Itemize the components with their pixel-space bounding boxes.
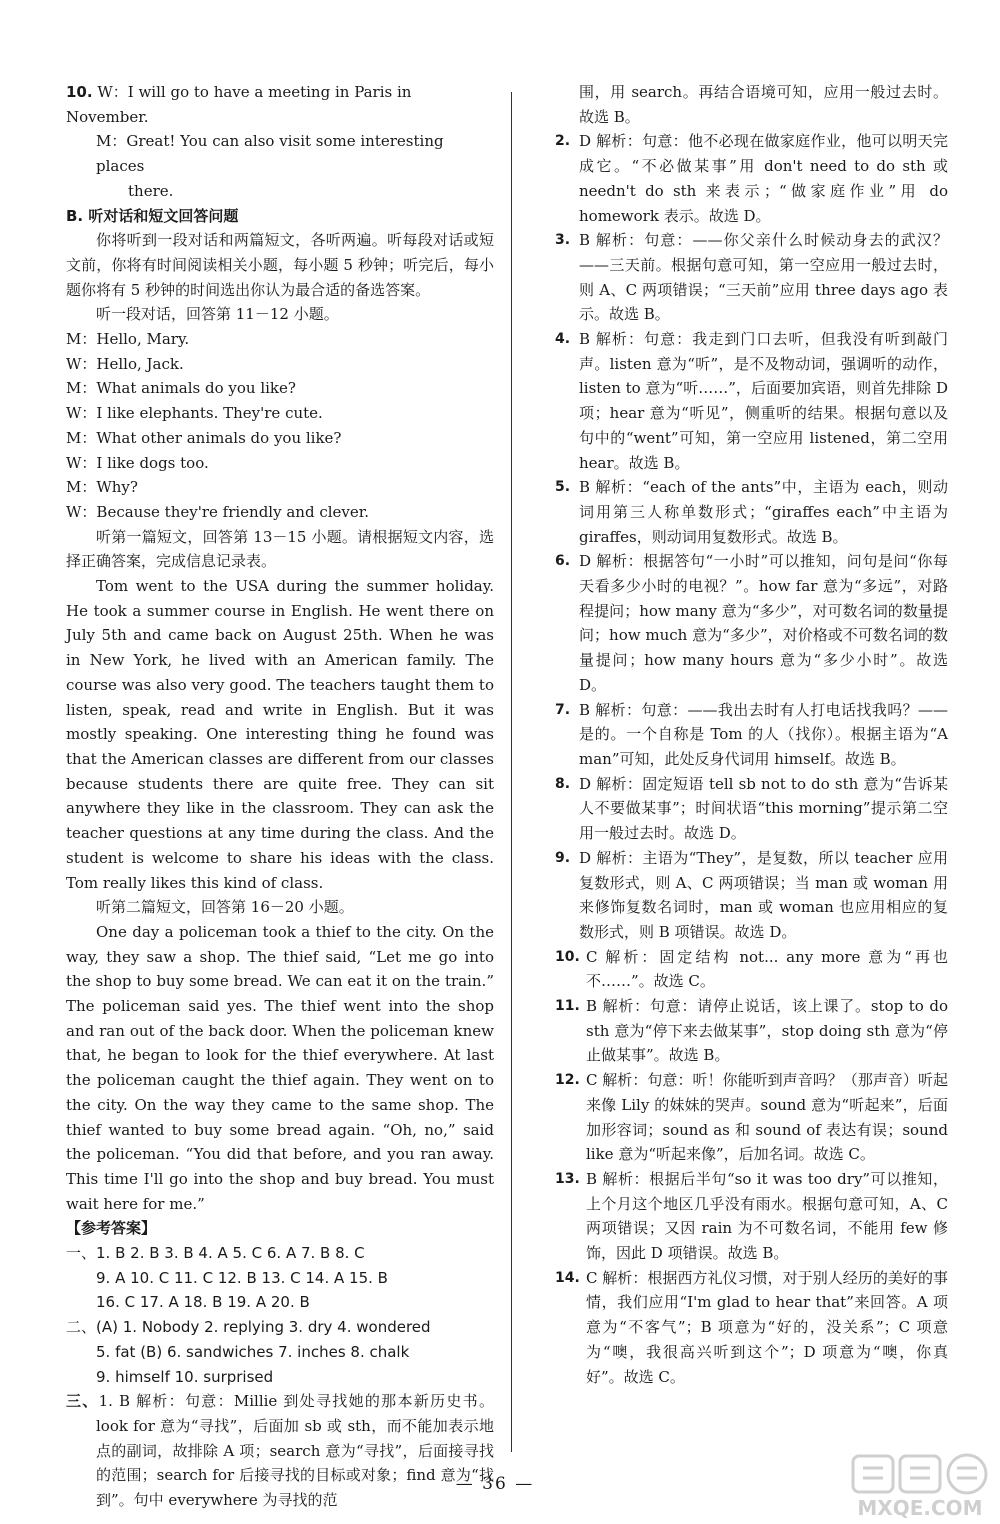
passage-paragraph: One day a policeman took a thief to the city. On the way, they saw a shop. The thief said, “Let me go into the shop to buy some bread. We can eat it on the train.” The policeman said yes. The thief went into the shop and ran out of the back door. When the policeman knew that, he began to look for the thief everywhere. At last the policeman caught the thief again. They went on to the city. On the way they came to the same shop. The thief wanted to buy some bread again. “Oh, no,” said the policeman. “You did that before, and you ran away. This time I'll go into the shop and buy bread. You must wait here for me.”	[66, 922, 494, 1213]
watermark-logo-icon	[845, 1452, 995, 1498]
item-number: 12.	[555, 1072, 580, 1089]
right-column	[555, 80, 948, 1389]
answer-row: 二、(A) 1. Nobody 2. replying 3. dry 4. wondered	[66, 1318, 431, 1337]
dialogue-line: W：Because they're friendly and clever.	[66, 502, 370, 521]
column-divider	[511, 92, 512, 1452]
dialogue-line: M：Why?	[66, 478, 138, 497]
explanation-item	[555, 945, 948, 994]
item-number: 13.	[555, 1170, 580, 1187]
explanation-continuation: 围，用 search。再结合语境可知，应用一般过去时。故选 B。	[579, 83, 948, 126]
left-column	[66, 80, 494, 1513]
item-number: 14.	[555, 1269, 580, 1286]
listening-prompt: 听第一篇短文，回答第 13－15 小题。请根据短文内容，选择正确答案，完成信息记录表。	[66, 527, 494, 571]
answer-key-heading: 【参考答案】	[66, 1219, 157, 1238]
item-number: 2.	[555, 133, 571, 150]
listening-prompt: 听一段对话，回答第 11－12 小题。	[96, 305, 339, 324]
dialogue-line: W：I like dogs too.	[66, 453, 209, 472]
item-text: B 解析：句意：——你父亲什么时候动身去的武汉？——三天前。根据句意可知，第一空应用一般过去时，则 A、C 两项错误；“三天前”应用 three days ago 表示。故选 B。	[579, 231, 948, 324]
answer-explanation: 三、1. B 解析：句意：Millie 到处寻找她的那本新历史书。look for 意为“寻找”，后面加 sb 或 sth，而不能加表示地点的副词，故排除 A 项；search 意为“寻找”，后面接寻找的范围；search for 后接寻找的目标或对象；find 意为“找到”。句中 everywhere 为寻找的范	[66, 1392, 494, 1510]
item-text: B 解析：句意：我走到门口去听，但我没有听到敲门声。listen 意为“听”，是不及物动词，强调听的动作，listen to 意为“听……”，后面要加宾语，则首先排除 D 项；hear 意为“听见”，侧重听的结果。根据句意以及句中的“went”可知，第一空应用 listened，第二空用 hear。故选 B。	[579, 330, 948, 472]
page-number: — 36 —	[455, 1474, 535, 1494]
explanation-item	[555, 475, 948, 549]
answer-row: 16. C 17. A 18. B 19. A 20. B	[96, 1293, 310, 1312]
item-text: D 解析：固定短语 tell sb not to do sth 意为“告诉某人不要做某事”；时间状语“this morning”提示第二空用一般过去时。故选 D。	[579, 774, 948, 843]
item-text: B 解析：“each of the ants”中，主语为 each，则动词用第三人称单数形式；“giraffes each”中主语为 giraffes，则动词用复数形式。故选 B。	[579, 478, 948, 546]
dialogue-line: M：What other animals do you like?	[66, 428, 342, 447]
explanation-item	[555, 1068, 948, 1167]
dialogue-line: M：What animals do you like?	[66, 379, 296, 398]
dialogue-line: M：Great! You can also visit some interesting places	[96, 132, 444, 176]
item-text: C 解析：根据西方礼仪习惯，对于别人经历的美好的事情，我们应用“I'm glad to hear that”来回答。A 项意为“不客气”；B 项意为“好的，没关系”；C 项意为“噢，我很高兴听到这个”；D 项意为“噢，你真好”。故选 C。	[586, 1268, 948, 1386]
listening-prompt: 听第二篇短文，回答第 16－20 小题。	[96, 898, 354, 917]
item-text: C 解析：句意：听！你能听到声音吗？（那声音）听起来像 Lily 的妹妹的哭声。sound 意为“听起来”，后面加形容词；sound as 和 sound of 表达有误；sound like 意为“听起来像”，后加名词。故选 C。	[586, 1071, 948, 1164]
item-text: C 解析：固定结构 not... any more 意为“再也不……”。故选 C。	[586, 947, 948, 991]
item-text: D 解析：句意：他不必现在做家庭作业，他可以明天完成它。“不必做某事”用 don't need to do sth 或 needn't do sth 来表示；“做家庭作业”用 do homework 表示。故选 D。	[579, 132, 948, 225]
dialogue-line-text: W：I will go to have a meeting in Paris in November.	[66, 83, 412, 126]
item-number: 5.	[555, 479, 571, 496]
item-number: 9.	[555, 849, 571, 866]
dialogue-line: 10. W：I will go to have a meeting in Paris in November.	[66, 83, 412, 126]
answer-row: 一、1. B 2. B 3. B 4. A 5. C 6. A 7. B 8. C	[66, 1244, 365, 1263]
explanation-item	[555, 846, 948, 945]
site-watermark	[845, 1452, 995, 1522]
explanation-item	[555, 129, 948, 228]
explanation-item	[555, 327, 948, 475]
answer-row: 9. himself 10. surprised	[96, 1367, 274, 1386]
instruction-paragraph: 你将听到一段对话和两篇短文，各听两遍。听每段对话或短文前，你将有时间阅读相关小题，每小题 5 秒钟；听完后，每小题你将有 5 秒钟的时间选出你认为最合适的备选答案。	[66, 231, 494, 299]
dialogue-line: W：I like elephants. They're cute.	[66, 404, 323, 423]
explanation-item	[555, 549, 948, 697]
section-heading: B. 听对话和短文回答问题	[66, 206, 239, 225]
item-text: B 解析：根据后半句“so it was too dry”可以推知，上个月这个地区几乎没有雨水。根据句意可知，A、C 两项错误；又因 rain 为不可数名词，不能用 few 修饰，因此 D 项错误。故选 B。	[586, 1169, 948, 1263]
item-number: 8.	[555, 775, 571, 792]
item-number: 3.	[555, 232, 571, 249]
item-text: B 解析：句意：——我出去时有人打电话找我吗？——是的。一个自称是 Tom 的人（找你）。根据主语为“A man”可知，此处反身代词用 himself。故选 B。	[579, 700, 948, 768]
dialogue-line: M：Hello, Mary.	[66, 330, 190, 349]
explanation-item	[555, 1167, 948, 1266]
explanation-item	[555, 994, 948, 1068]
watermark-site-text: MXQE.COM	[857, 1496, 983, 1520]
dialogue-line: there.	[128, 181, 174, 200]
answer-row: 5. fat (B) 6. sandwiches 7. inches 8. chalk	[96, 1342, 410, 1361]
item-number: 10.	[555, 948, 580, 965]
explanation-list	[555, 129, 948, 1389]
item-number: 11.	[555, 998, 580, 1015]
explanation-item	[555, 698, 948, 772]
item-number: 6.	[555, 553, 571, 570]
item-text: D 解析：主语为“They”，是复数，所以 teacher 应用复数形式，则 A、C 两项错误；当 man 或 woman 用来修饰复数名词时，man 或 woman 也应用相应的复数形式，则 B 项错误。故选 D。	[579, 848, 948, 941]
item-text: D 解析：根据答句“一小时”可以推知，问句是问“你每天看多少小时的电视？”。how far 意为“多远”，对路程提问；how many 意为“多少”，对可数名词的数量提问；how much 意为“多少”，对价格或不可数名词的数量提问；how many hours 意为“多少小时”。故选 D。	[579, 552, 948, 694]
item-number: 4.	[555, 331, 571, 348]
answer-row: 9. A 10. C 11. C 12. B 13. C 14. A 15. B	[96, 1268, 388, 1287]
explanation-item	[555, 228, 948, 327]
explanation-item	[555, 772, 948, 846]
explanation-item	[555, 1266, 948, 1390]
passage-paragraph: Tom went to the USA during the summer holiday. He took a summer course in English. He went there on July 5th and came back on August 25th. When he was in New York, he lived with an American family. The course was also very good. The teachers taught them to listen, speak, read and write in English. But it was mostly speaking. One interesting thing he found was that the American classes are different from our classes because students there are quite free. They can sit anywhere they like in the classroom. They can ask the teacher questions at any time during the class. And the student is welcome to share his ideas with the class. Tom really likes this kind of class.	[66, 577, 494, 892]
item-text: B 解析：句意：请停止说话，该上课了。stop to do sth 意为“停下来去做某事”，stop doing sth 意为“停止做某事”。故选 B。	[586, 997, 948, 1065]
dialogue-line: W：Hello, Jack.	[66, 354, 184, 373]
item-number: 7.	[555, 701, 571, 718]
